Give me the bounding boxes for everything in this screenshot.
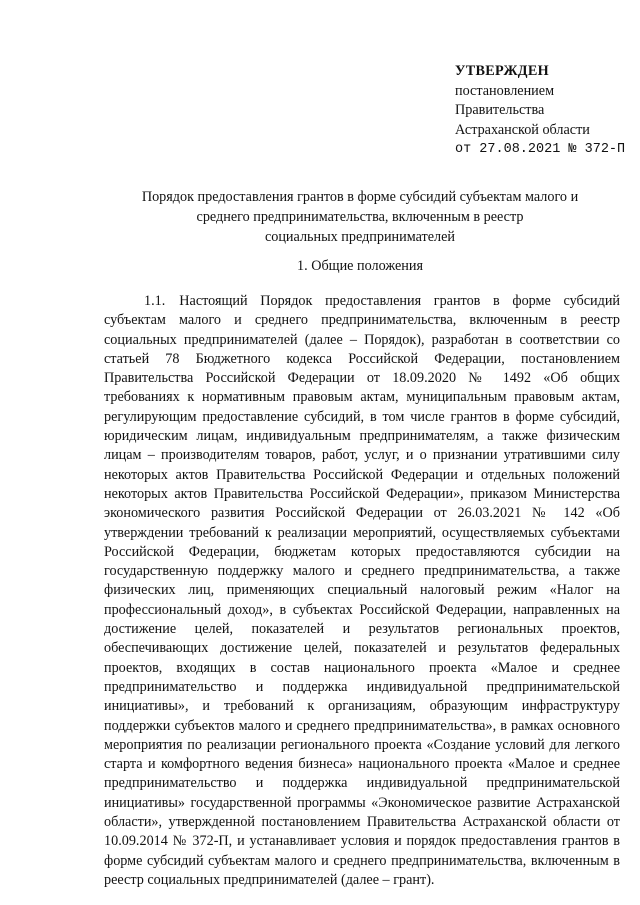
- document-title: [100, 187, 620, 247]
- approval-line-3: Астраханской области: [455, 121, 590, 138]
- approval-date-line: от 27.08.2021 № 372-П: [455, 142, 626, 157]
- paragraph-number: 1.1.: [144, 293, 166, 309]
- approval-line-1: постановлением: [455, 82, 555, 99]
- title-line-1: Порядок предоставления грантов в форме субсидий субъектам малого и: [141, 189, 579, 205]
- approval-heading: УТВЕРЖДЕН: [455, 63, 549, 79]
- approval-line-2: Правительства: [455, 102, 545, 118]
- paragraph-1-1: [104, 292, 620, 890]
- section-heading: 1. Общие положения: [297, 258, 423, 274]
- title-line-3: социальных предпринимателей: [264, 229, 456, 245]
- paragraph-text: Настоящий Порядок предоставления грантов в форме субсидий субъектам малого и среднего предпринимательства, включенным в реестр социальных предпринимателей (далее – Порядок), разработан в соответствии со статьей 78 Бюджетного кодекса Российской Федерации, постановлением Правительства Российской Федерации от 18.09.2020 № 1492 «Об общих требованиях к нормативным правовым актам, муниципальным правовым актам, регулирующим предоставление субсидий, в том числе грантов в форме субсидий, юридическим лицам, индивидуальным предпринимателям, а также физическим лицам – производителям товаров, работ, услуг, и о признании утратившими силу некоторых актов Правительства Российской Федерации и отдельных положений некоторых актов Правительства Российской Федерации», приказом Министерства экономического развития Российской Федерации от 26.03.2021 № 142 «Об утверждении требований к реализации мероприятий, осуществляемых субъектами Российской Федерации, бюджетам которых предоставляются субсидии на государственную поддержку малого и среднего предпринимательства, а также физических лиц, применяющих специальный налоговый режим «Налог на профессиональный доход», в субъектах Российской Федерации, направленных на достижение целей, показателей и результатов региональных проектов, обеспечивающих достижение целей, показателей и результатов федеральных проектов, входящих в состав национального проекта «Малое и среднее предпринимательство и поддержка индивидуальной предпринимательской инициативы», и требований к организациям, образующим инфраструктуру поддержки субъектов малого и среднего предпринимательства», в рамках основного мероприятия по реализации регионального проекта «Создание условий для легкого старта и комфортного ведения бизнеса» национального проекта «Малое и среднее предпринимательство и поддержка индивидуальной предпринимательской инициативы» государственной программы «Экономическое развитие Астраханской области», утвержденной постановлением Правительства Астраханской области от 10.09.2014 № 372-П, и устанавливает условия и порядок предоставления грантов в форме субсидий субъектам малого и среднего предпринимательства, включенным в реестр социальных предпринимателей (далее – грант).: [104, 293, 620, 888]
- approval-stamp: [455, 62, 625, 160]
- title-line-2: среднего предпринимательства, включенным в реестр: [196, 209, 524, 225]
